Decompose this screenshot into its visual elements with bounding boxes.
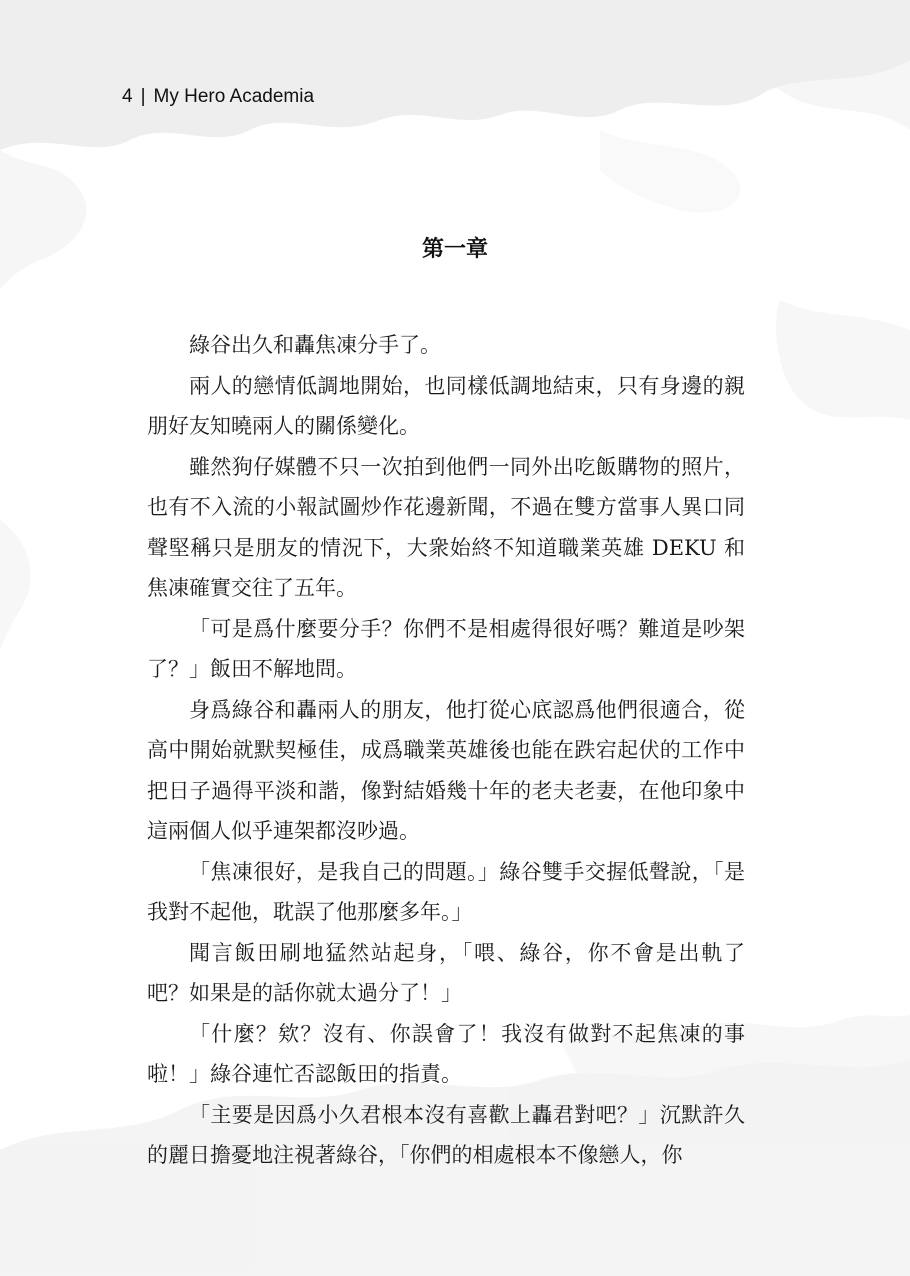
chapter-title: 第一章	[421, 236, 488, 262]
paragraph: 雖然狗仔媒體不只一次拍到他們一同外出吃飯購物的照片，也有不入流的小報試圖炒作花邊新聞，不過在雙方當事人異口同聲堅稱只是朋友的情況下，大衆始終不知道職業英雄 DEKU 和焦凍確實交往了五年。	[147, 454, 745, 600]
paragraph: 「主要是因爲小久君根本沒有喜歡上轟君對吧？」沉默許久的麗日擔憂地注視著綠谷，「你們的相處根本不像戀人，你	[147, 1102, 745, 1167]
paragraph: 「可是爲什麼要分手？你們不是相處得很好嗎？難道是吵架了？」飯田不解地問。	[147, 616, 745, 681]
paragraph: 綠谷出久和轟焦凍分手了。	[189, 333, 441, 357]
paragraph: 兩人的戀情低調地開始，也同樣低調地結束，只有身邊的親朋好友知曉兩人的關係變化。	[147, 373, 745, 438]
paragraph: 「什麼？欸？沒有、你誤會了！我沒有做對不起焦凍的事啦！」綠谷連忙否認飯田的指責。	[147, 1021, 745, 1086]
book-title: My Hero Academia	[153, 86, 315, 107]
chapter-body	[147, 325, 745, 1176]
header-separator: |	[140, 86, 146, 107]
paragraph: 身爲綠谷和轟兩人的朋友，他打從心底認爲他們很適合，從高中開始就默契極佳，成爲職業英雄後也能在跌宕起伏的工作中把日子過得平淡和諧，像對結婚幾十年的老夫老妻，在他印象中這兩個人似乎連架都沒吵過。	[147, 697, 745, 843]
running-header	[122, 86, 314, 108]
page-number: 4	[122, 86, 133, 107]
paragraph: 「焦凍很好，是我自己的問題。」綠谷雙手交握低聲說，「是我對不起他，耽誤了他那麼多年。」	[147, 859, 745, 924]
paragraph: 聞言飯田刷地猛然站起身，「喂、綠谷，你不會是出軌了吧？如果是的話你就太過分了！」	[147, 940, 745, 1005]
